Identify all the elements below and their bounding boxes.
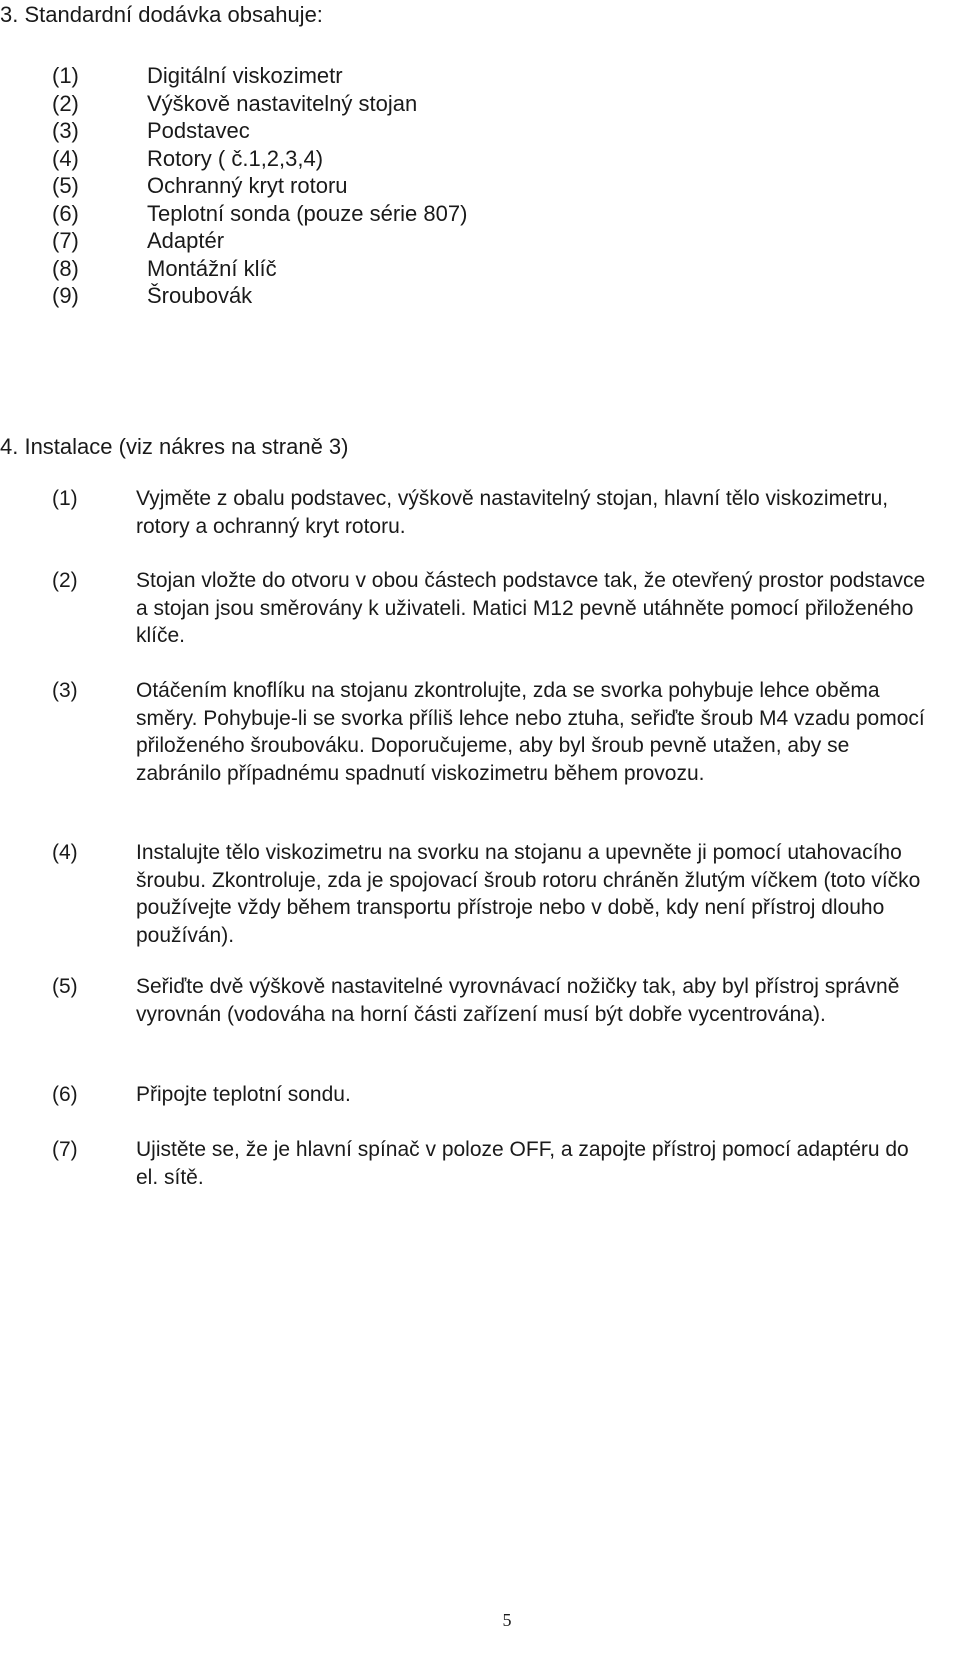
- step-number: (2): [52, 569, 78, 592]
- list-item: [52, 282, 467, 310]
- item-number: (6): [52, 200, 79, 226]
- step-text: Otáčením knoflíku na stojanu zkontrolujte, zda se svorka pohybuje lehce oběma směry. Pohybuje-li se svorka příliš lehce nebo ztuha, seřiďte šroub M4 vzadu pomocí přiloženého šroubováku. Doporučujeme, aby byl šroub pevně utažen, aby se zabránilo případnému spadnutí viskozimetru během provozu.: [136, 679, 925, 785]
- item-text: Montážní klíč: [147, 255, 277, 281]
- delivery-contents-list: [52, 62, 467, 310]
- step-text: Vyjměte z obalu podstavec, výškově nastavitelný stojan, hlavní tělo viskozimetru, rotory a ochranný kryt rotoru.: [136, 487, 889, 538]
- installation-step: [52, 677, 926, 787]
- list-item: [52, 255, 467, 283]
- section-4-title: 4. Instalace (viz nákres na straně 3): [0, 434, 349, 459]
- installation-step: [52, 567, 926, 650]
- item-text: Adaptér: [147, 228, 225, 253]
- item-number: (3): [52, 118, 79, 143]
- list-item: [52, 200, 467, 228]
- step-number: (3): [52, 679, 78, 702]
- installation-step: [52, 1136, 926, 1191]
- item-number: (9): [52, 283, 79, 308]
- installation-step: [52, 973, 926, 1028]
- installation-step: [52, 1081, 926, 1109]
- step-text: Ujistěte se, že je hlavní spínač v poloze OFF, a zapojte přístroj pomocí adaptéru do el. sítě.: [136, 1138, 909, 1189]
- item-text: Šroubovák: [147, 283, 253, 308]
- step-text: Instalujte tělo viskozimetru na svorku na stojanu a upevněte ji pomocí utahovacího šroubu. Zkontroluje, zda je spojovací šroub rotoru chráněn žlutým víčkem (toto víčko používejte vždy během transportu přístroje nebo v době, kdy není přístroj dlouho používán).: [136, 841, 921, 947]
- step-number: (1): [52, 487, 78, 510]
- list-item: [52, 90, 467, 118]
- item-text: Rotory ( č.1,2,3,4): [147, 145, 324, 171]
- step-number: (4): [52, 841, 78, 864]
- item-text: Podstavec: [147, 118, 250, 143]
- list-item: [52, 145, 467, 173]
- section-3-title: 3. Standardní dodávka obsahuje:: [0, 2, 323, 27]
- item-text: Výškově nastavitelný stojan: [147, 90, 418, 116]
- item-text: Ochranný kryt rotoru: [147, 173, 348, 198]
- step-text: Seřiďte dvě výškově nastavitelné vyrovnávací nožičky tak, aby byl přístroj správně vyrovnán (vodováha na horní části zařízení musí být dobře vycentrována).: [136, 975, 900, 1026]
- installation-step: [52, 839, 926, 949]
- item-number: (4): [52, 145, 79, 171]
- list-item: [52, 117, 467, 145]
- installation-step: [52, 485, 926, 540]
- item-number: (8): [52, 255, 79, 281]
- item-text: Teplotní sonda (pouze série 807): [147, 200, 468, 226]
- page-number: 5: [502, 1610, 512, 1630]
- item-number: (7): [52, 228, 79, 253]
- item-number: (5): [52, 173, 79, 198]
- step-text: Připojte teplotní sondu.: [136, 1083, 351, 1106]
- step-number: (5): [52, 975, 78, 998]
- list-item: [52, 172, 467, 200]
- list-item: [52, 62, 467, 90]
- step-number: (6): [52, 1083, 78, 1106]
- item-number: (2): [52, 90, 79, 116]
- step-number: (7): [52, 1138, 78, 1161]
- list-item: [52, 227, 467, 255]
- step-text: Stojan vložte do otvoru v obou částech podstavce tak, že otevřený prostor podstavce a stojan jsou směrovány k uživateli. Matici M12 pevně utáhněte pomocí přiloženého klíče.: [136, 569, 926, 647]
- item-text: Digitální viskozimetr: [147, 63, 343, 88]
- item-number: (1): [52, 63, 79, 88]
